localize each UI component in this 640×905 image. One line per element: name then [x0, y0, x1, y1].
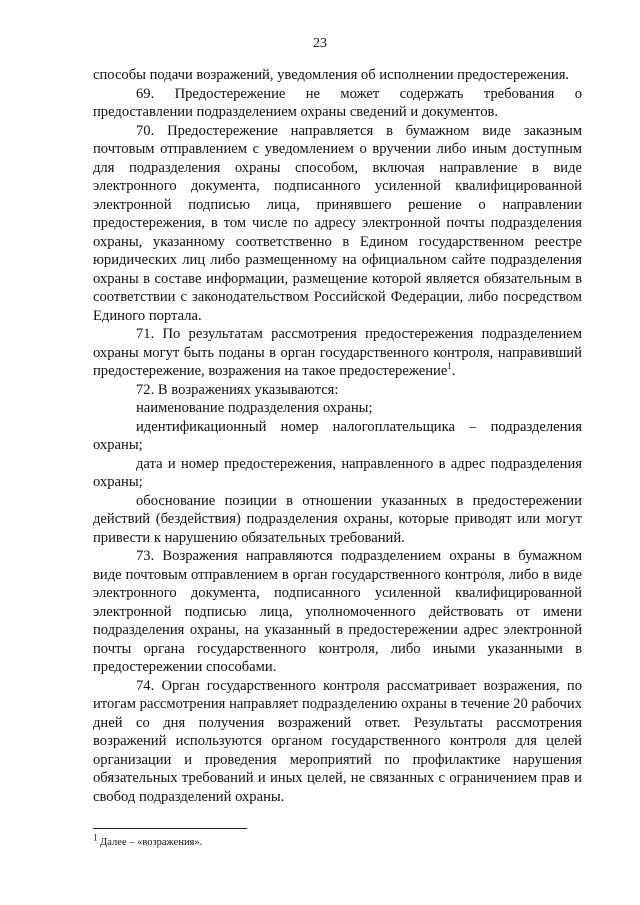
paragraph-74: 74. Орган государственного контроля рассматривает возражения, по итогам рассмотрения направляет подразделению охраны в течение 20 рабочих дней со дня получения возражений ответ. Результаты рассмотрения возражений используются органом государственного контроля для целей организации и проведения мероприятий по профилактике нарушения обязательных требований и иных целей, не связанных с ограничением прав и свобод подразделений охраны.: [93, 677, 582, 805]
paragraph-69: 69. Предостережение не может содержать требования о предоставлении подразделением охраны сведений и документов.: [93, 85, 582, 120]
list-item-justification: обоснование позиции в отношении указанных в предостережении действий (бездействия) подразделения охраны, которые приводят или могут привести к нарушению обязательных требований.: [93, 492, 582, 546]
list-item-date: дата и номер предостережения, направленного в адрес подразделения охраны;: [93, 455, 582, 490]
footnote-separator: [93, 828, 247, 829]
list-item-name: наименование подразделения охраны;: [136, 400, 373, 416]
paragraph-68-continuation: способы подачи возражений, уведомления об исполнении предостережения.: [93, 67, 570, 83]
footnote-text: Далее – «возражения».: [100, 837, 203, 848]
page-number: 23: [313, 36, 327, 51]
footnote-marker: 1: [93, 832, 98, 843]
paragraph-73: 73. Возражения направляются подразделением охраны в бумажном виде почтовым отправлением в орган государственного контроля, либо в виде электронного документа, подписанного усиленной квалифицированной электронной подписью лица, уполномоченного действовать от имени подразделения охраны, на указанный в предостережении адрес электронной почты органа государственного контроля, либо иными указанными в предостережении способами.: [93, 548, 582, 675]
footnote: [93, 832, 203, 848]
footnote-reference: 1: [447, 361, 452, 372]
list-item-inn: идентификационный номер налогоплательщика – подразделения охраны;: [93, 418, 582, 453]
paragraph-71-end: .: [451, 363, 456, 379]
paragraph-71: [93, 325, 582, 381]
document-body: [93, 66, 582, 806]
paragraph-71-text: 71. По результатам рассмотрения предостережения подразделением охраны могут быть поданы в орган государственного контроля, направивший предостережение, возражения на такое предостережение: [93, 326, 582, 379]
paragraph-70: 70. Предостережение направляется в бумажном виде заказным почтовым отправлением с уведомлением о вручении либо иным доступным для подразделения охраны способом, включая направление в виде электронного документа, подписанного усиленной квалифицированной электронной подписью лица, принявшего решение о направлении предостережения, в том числе по адресу электронной почты подразделения охраны, указанному соответственно в Едином государственном реестре юридических лиц либо размещенному на официальном сайте подразделения охраны в составе информации, размещение которой является обязательным в соответствии с законодательством Российской Федерации, либо посредством Единого портала.: [93, 122, 582, 324]
paragraph-72: 72. В возражениях указываются:: [136, 381, 339, 398]
